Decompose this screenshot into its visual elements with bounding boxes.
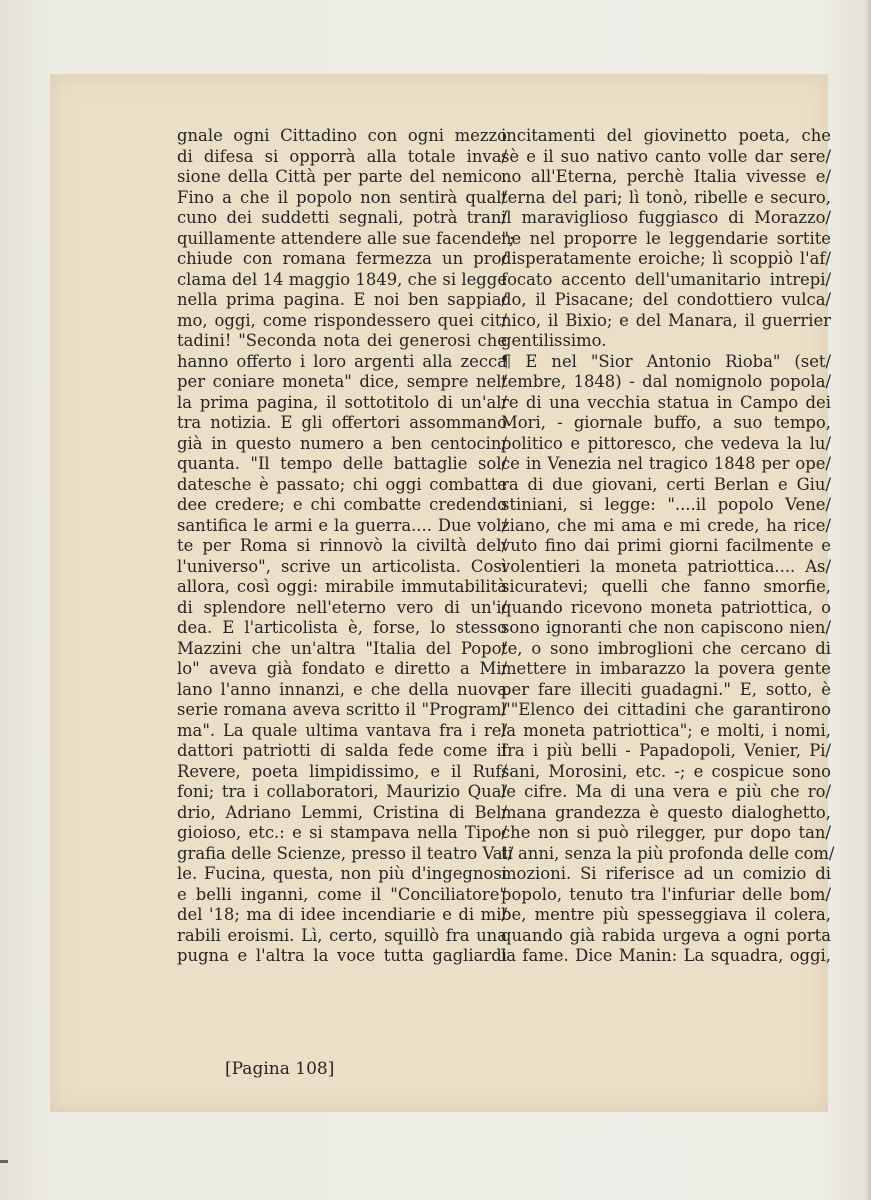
text-line: terna del pari; lì tonò, ribelle e securo, — [501, 187, 831, 207]
text-line: clama del 14 maggio 1849, che si legge — [177, 269, 507, 289]
text-line: stiniani, si legge: "....il popolo Vene/ — [501, 495, 831, 514]
text-line: te, o sono imbroglioni che cercano di — [501, 638, 831, 658]
text-line: per fare illeciti guadagni." E, sotto, è — [501, 679, 831, 699]
left-text-column — [177, 126, 515, 967]
text-line: popolo, tenuto tra l'infuriar delle bom/ — [501, 884, 831, 904]
text-line: volentieri la moneta patriottica.... As/ — [501, 556, 831, 576]
text-line: sicuratevi; quelli che fanno smorfie, — [501, 577, 831, 596]
text-line: del '18; ma di idee incendiarie e di mi/ — [177, 905, 507, 924]
text-line: tembre, 1848) - dal nomignolo popola/ — [501, 372, 831, 391]
text-line: lano l'anno innanzi, e che della nuova — [177, 679, 507, 699]
text-line: l'universo", scrive un articolista. Così — [177, 556, 507, 576]
text-line: che non si può rilegger, pur dopo tan/ — [501, 823, 831, 842]
text-line: il maraviglioso fuggiasco di Morazzo/ — [501, 208, 831, 227]
text-line: hanno offerto i loro argenti alla zecca — [177, 351, 507, 371]
text-line: la prima pagina, il sottotitolo di un'al/ — [177, 392, 507, 412]
text-line: quando ricevono moneta patriottica, o — [501, 597, 831, 617]
text-line: già in questo numero a ben centocin/ — [177, 433, 507, 453]
text-line: fra i più belli - Papadopoli, Venier, Pi/ — [501, 741, 831, 760]
text-line: sè e il suo nativo canto volle dar sere/ — [501, 146, 831, 166]
text-line: mo, oggi, come rispondessero quei cit/ — [177, 310, 507, 330]
text-line: chiude con romana fermezza un pro/ — [177, 249, 507, 268]
text-line: mettere in imbarazzo la povera gente — [501, 659, 831, 678]
text-line: nico, il Bixio; e del Manara, il guerrier — [501, 310, 831, 330]
text-line: dee credere; e chi combatte credendo — [177, 495, 507, 514]
text-line: re di una vecchia statua in Campo dei — [501, 392, 831, 412]
text-line: ¶ E nel "Sior Antonio Rioba" (set/ — [501, 351, 831, 371]
text-line: l'"Elenco dei cittadini che garantirono — [501, 700, 831, 719]
text-line: te per Roma si rinnovò la civiltà del/ — [177, 536, 507, 555]
text-line: cuno dei suddetti segnali, potrà tran/ — [177, 208, 507, 227]
text-line: tra notizia. E gli offertori assommano — [177, 413, 507, 432]
text-line: Revere, poeta limpidissimo, e il Ruf/ — [177, 761, 507, 781]
text-line: gentilissimo. — [501, 331, 607, 350]
text-line: ce in Venezia nel tragico 1848 per ope/ — [501, 454, 831, 473]
text-line: foni; tra i collaboratori, Maurizio Qua/ — [177, 782, 507, 801]
text-line: mana grandezza è questo dialoghetto, — [501, 802, 831, 822]
text-line: mozioni. Si riferisce ad un comizio di — [501, 864, 831, 883]
text-line: quanta. "Il tempo delle battaglie sol/ — [177, 454, 507, 473]
text-line: gnale ogni Cittadino con ogni mezzo — [177, 126, 507, 145]
text-line: ti anni, senza la più profonda delle com/ — [501, 843, 835, 863]
scan-margin-mark — [0, 1160, 8, 1163]
text-line: le. Fucina, questa, non più d'ingegnosi — [177, 864, 507, 883]
text-line: datesche è passato; chi oggi combatte — [177, 474, 507, 494]
text-line: lo" aveva già fondato e diretto a Mi/ — [177, 659, 507, 678]
text-line: per coniare moneta" dice, sempre nel/ — [177, 372, 507, 391]
text-line: vuto fino dai primi giorni facilmente e — [501, 536, 831, 555]
text-line: le cifre. Ma di una vera e più che ro/ — [501, 782, 831, 801]
text-line: no all'Eterna, perchè Italia vivesse e/ — [501, 167, 831, 186]
text-line: di splendore nell'eterno vero di un'i/ — [177, 597, 507, 617]
text-line: santifica le armi e la guerra.... Due vol/ — [177, 515, 507, 535]
text-line: nella prima pagina. E noi ben sappia/ — [177, 290, 507, 309]
text-line: sani, Morosini, etc. -; e cospicue sono — [501, 761, 831, 781]
text-line: allora, così oggi: mirabile immutabilità — [177, 577, 507, 596]
text-line: la moneta patriottica"; e molti, i nomi, — [501, 720, 831, 740]
right-text-column — [501, 126, 835, 967]
book-page — [50, 74, 835, 1112]
text-line: quando già rabida urgeva a ogni porta — [501, 925, 831, 945]
text-line: Fino a che il popolo non sentirà qual/ — [177, 187, 507, 207]
page-number: [Pagina 108] — [225, 1059, 335, 1079]
text-line: Mazzini che un'altra "Italia del Popo/ — [177, 638, 507, 658]
text-line: focato accento dell'umanitario intrepi/ — [501, 269, 831, 289]
text-line: e belli inganni, come il "Conciliatore" — [177, 884, 507, 904]
text-line: serie romana aveva scritto il "Program/ — [177, 700, 507, 719]
text-line: rabili eroismi. Lì, certo, squillò fra una — [177, 925, 507, 945]
text-line: ra di due giovani, certi Berlan e Giu/ — [501, 474, 831, 494]
text-line: ziano, che mi ama e mi crede, ha rice/ — [501, 515, 831, 535]
text-line: quillamente attendere alle sue facende"; — [177, 228, 515, 248]
text-line: dea. E l'articolista è, forse, lo stesso — [177, 618, 507, 637]
text-line: do, il Pisacane; del condottiero vulca/ — [501, 290, 831, 309]
text-line: Mori, - giornale buffo, a suo tempo, — [501, 413, 831, 432]
text-line: ne nel proporre le leggendarie sortite — [501, 228, 831, 248]
text-line: incitamenti del giovinetto poeta, che — [501, 126, 831, 145]
text-line: pugna e l'altra la voce tutta gagliardi — [177, 946, 507, 965]
text-line: sione della Città per parte del nemico. — [177, 167, 507, 186]
text-line: grafia delle Scienze, presso il teatro Val/ — [177, 843, 514, 863]
sheet-edge-shadow — [865, 0, 871, 1200]
text-line: ma". La quale ultima vantava fra i re/ — [177, 720, 507, 740]
text-line: drio, Adriano Lemmi, Cristina di Bel/ — [177, 802, 507, 822]
text-line: politico e pittoresco, che vedeva la lu/ — [501, 433, 831, 453]
text-line: la fame. Dice Manin: La squadra, oggi, — [501, 946, 831, 965]
text-line: sono ignoranti che non capiscono nien/ — [501, 618, 831, 637]
text-line: gioioso, etc.: e si stampava nella Tipo/ — [177, 823, 507, 842]
text-line: tadini! "Seconda nota dei generosi che — [177, 331, 507, 350]
text-line: di difesa si opporrà alla totale inva/ — [177, 146, 507, 166]
text-line: dattori patriotti di salda fede come il — [177, 741, 507, 760]
text-line: disperatamente eroiche; lì scoppiò l'af/ — [501, 249, 831, 268]
text-line: be, mentre più spesseggiava il colera, — [501, 905, 831, 924]
